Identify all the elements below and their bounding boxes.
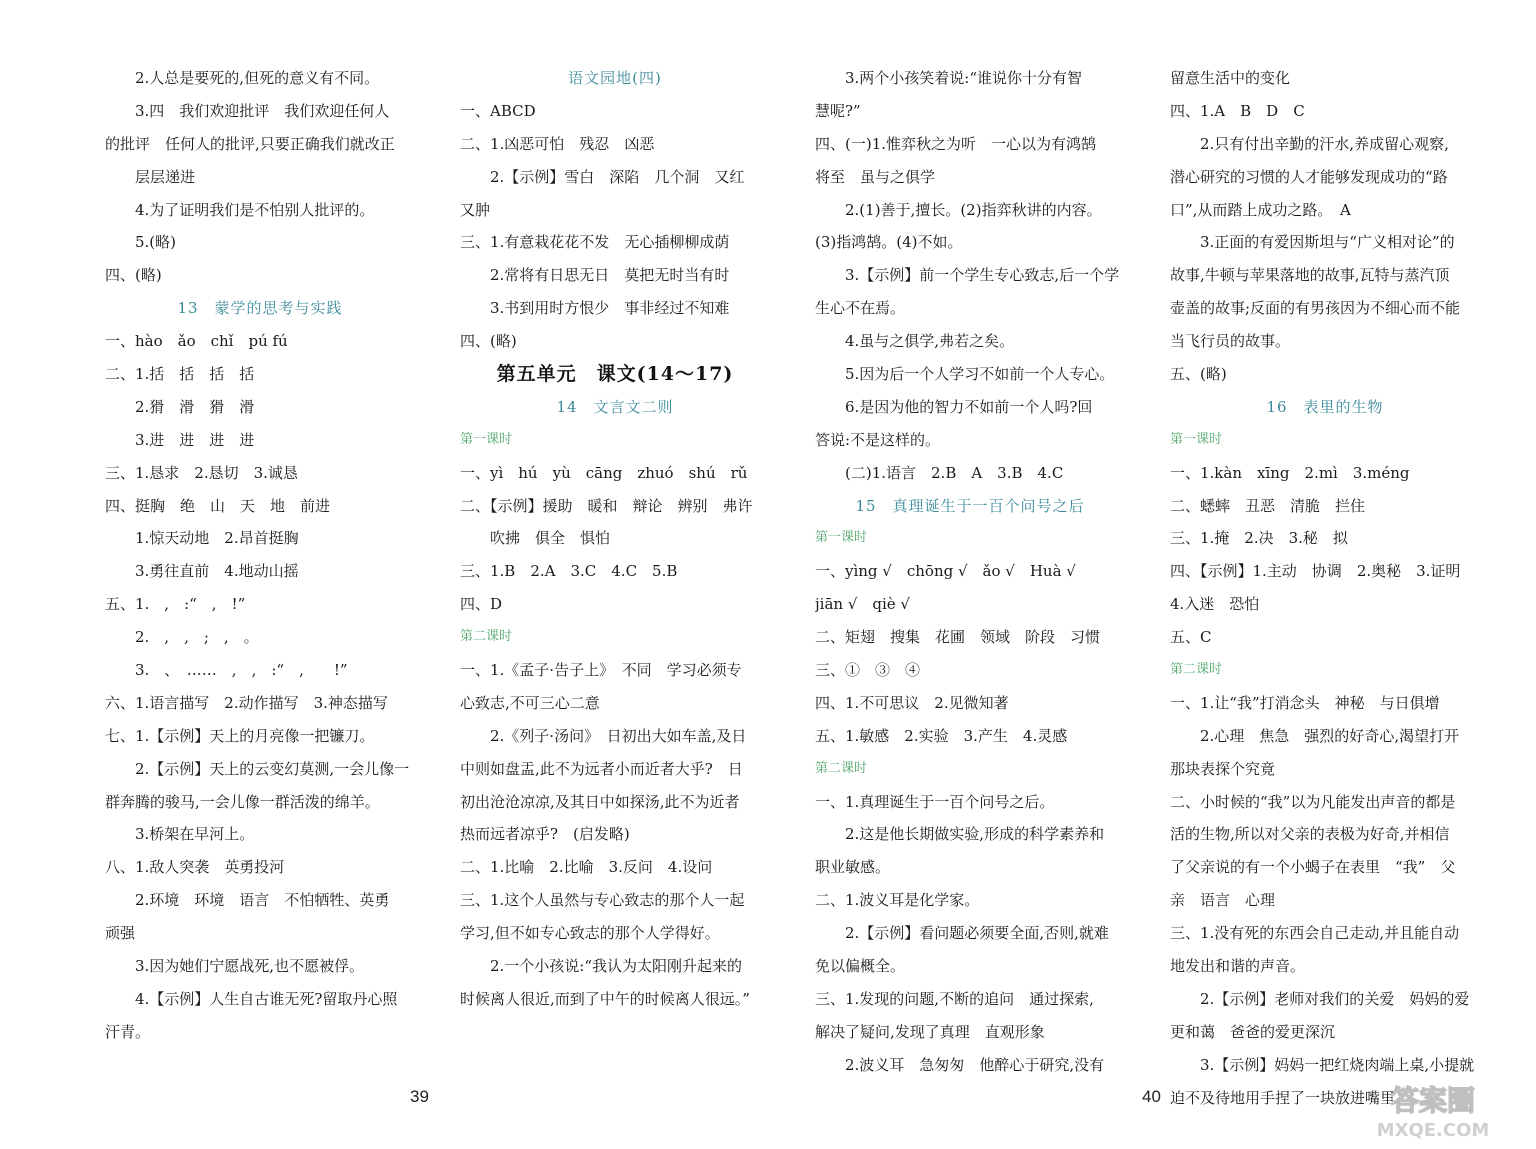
answer-line: 二、【示例】援助 暖和 辩论 辨别 弗许 xyxy=(460,496,753,515)
answer-line: 三、1.发现的问题,不断的追问 通过探索, xyxy=(815,989,1094,1008)
section-heading: 16 表里的生物 xyxy=(1266,397,1384,416)
answer-line: 三、1.恳求 2.恳切 3.诚恳 xyxy=(105,463,298,482)
answer-line: 2. , , ; , 。 xyxy=(135,628,259,647)
answer-line: 四、(一)1.惟弈秋之为听 一心以为有鸿鹄 xyxy=(815,134,1097,153)
answer-line: 地发出和谐的声音。 xyxy=(1170,957,1306,976)
answer-line: 时候离人很近,而到了中午的时候离人很远。” xyxy=(460,989,750,1008)
answer-line: 三、1.B 2.A 3.C 4.C 5.B xyxy=(460,562,678,581)
svg-text:答案圈: 答案圈 xyxy=(1390,1084,1476,1117)
answer-line: 一、1.让“我”打消念头 神秘 与日俱增 xyxy=(1170,693,1440,712)
answer-line: 答说:不是这样的。 xyxy=(815,430,941,449)
answer-line: 活的生物,所以对父亲的表极为好奇,并相信 xyxy=(1170,825,1450,844)
watermark-logo xyxy=(1338,1080,1528,1142)
answer-line: 壶盖的故事;反面的有男孩因为不细心而不能 xyxy=(1170,299,1461,318)
page-number-left: 39 xyxy=(410,1087,429,1106)
answer-line: 2.【示例】天上的云变幻莫测,一会儿像一 xyxy=(135,759,410,778)
answer-line: 七、1.【示例】天上的月亮像一把镰刀。 xyxy=(105,726,375,745)
answer-line: 四、挺胸 绝 山 天 地 前进 xyxy=(105,496,331,515)
answer-line: 又肿 xyxy=(460,200,491,219)
answer-line: 一、1.真理诞生于一百个问号之后。 xyxy=(815,792,1055,811)
answer-line: 那块表探个究竟 xyxy=(1170,759,1276,778)
answer-line: 五、1. , :“ , !” xyxy=(105,595,246,614)
answer-line: 2.这是他长期做实验,形成的科学素养和 xyxy=(845,825,1105,844)
answer-line: 3.两个小孩笑着说:“谁说你十分有智 xyxy=(845,69,1083,87)
answer-line: 3.书到用时方恨少 事非经过不知难 xyxy=(490,299,730,318)
answer-line: 四、1.A B D C xyxy=(1170,101,1305,120)
answer-line: 3.因为她们宁愿战死,也不愿被俘。 xyxy=(135,957,365,976)
subsection-heading: 第二课时 xyxy=(1170,662,1223,678)
answer-line: 职业敏感。 xyxy=(815,858,891,877)
answer-line: 3.【示例】妈妈一把红烧肉端上桌,小提就 xyxy=(1200,1055,1475,1074)
column-2 xyxy=(460,62,770,1016)
answer-line: 2.一个小孩说:“我认为太阳刚升起来的 xyxy=(490,957,743,976)
answer-line: 潜心研究的习惯的人才能够发现成功的“路 xyxy=(1170,167,1448,186)
answer-line: 4.入迷 恐怕 xyxy=(1170,595,1260,614)
answer-line: 层层递进 xyxy=(135,167,196,186)
answer-line: 五、(略) xyxy=(1170,365,1227,384)
section-heading: 14 文言文二则 xyxy=(556,397,674,416)
answer-line: 学习,但不如专心致志的那个人学得好。 xyxy=(460,924,720,943)
svg-text:MXQE.COM: MXQE.COM xyxy=(1376,1120,1490,1141)
answer-line: 中则如盘盂,此不为远者小而近者大乎? 日 xyxy=(460,759,743,778)
answer-line: 3.四 我们欢迎批评 我们欢迎任何人 xyxy=(135,101,390,120)
answer-line: 一、ABCD xyxy=(460,101,536,120)
subsection-heading: 第二课时 xyxy=(815,760,868,776)
answer-line: 一、hào ǎo chǐ pú fú xyxy=(105,332,288,351)
answer-line: 4.虽与之俱学,弗若之矣。 xyxy=(845,332,1015,351)
answer-line: 当飞行员的故事。 xyxy=(1170,332,1291,351)
answer-line: 2.猾 滑 猾 滑 xyxy=(135,397,255,416)
answer-line: 2.环境 环境 语言 不怕牺牲、英勇 xyxy=(135,891,390,910)
answer-line: 六、1.语言描写 2.动作描写 3.神态描写 xyxy=(105,693,388,712)
subsection-heading: 第一课时 xyxy=(815,530,868,546)
section-heading: 第五单元 课文(14～17) xyxy=(496,363,734,386)
answer-line: 八、1.敌人突袭 英勇投河 xyxy=(105,858,285,877)
subsection-heading: 第一课时 xyxy=(460,431,513,447)
answer-line: 三、1.这个人虽然与专心致志的那个人一起 xyxy=(460,891,745,910)
answer-line: 留意生活中的变化 xyxy=(1170,69,1291,87)
answer-line: 将至 虽与之俱学 xyxy=(815,167,936,186)
answer-line: 二、小时候的“我”以为凡能发出声音的都是 xyxy=(1170,792,1456,811)
answer-line: (3)指鸿鹄。(4)不如。 xyxy=(815,233,963,252)
answer-line: 2.【示例】看问题必须要全面,否则,就难 xyxy=(845,924,1109,943)
answer-line: 3.勇往直前 4.地动山摇 xyxy=(135,562,299,581)
answer-line: 五、1.敏感 2.实验 3.产生 4.灵感 xyxy=(815,726,1068,745)
answer-line: jiān √ qiè √ xyxy=(815,595,910,614)
answer-line: 二、1.括 括 括 括 xyxy=(105,365,255,384)
answer-line: 群奔腾的骏马,一会儿像一群活泼的绵羊。 xyxy=(105,792,380,811)
answer-line: 顽强 xyxy=(105,924,136,943)
answer-line: 五、C xyxy=(1170,628,1212,647)
answer-line: 一、1.《孟子·告子上》 不同 学习必须专 xyxy=(460,661,742,680)
page-number-right: 40 xyxy=(1142,1087,1161,1106)
answer-line: 一、yìng √ chōng √ ǎo √ Huà √ xyxy=(815,562,1076,581)
section-heading: 15 真理诞生于一百个问号之后 xyxy=(855,496,1085,515)
column-1 xyxy=(105,62,415,1049)
answer-line: 吹拂 俱全 惧怕 xyxy=(490,529,611,548)
answer-line: 2.常将有日思无日 莫把无时当有时 xyxy=(490,266,730,285)
answer-line: 免以偏概全。 xyxy=(815,957,906,976)
answer-line: (二)1.语言 2.B A 3.B 4.C xyxy=(845,463,1064,482)
answer-line: 6.是因为他的智力不如前一个人吗?回 xyxy=(845,397,1093,416)
answer-line: 一、1.kàn xīng 2.mì 3.méng xyxy=(1170,463,1410,482)
section-heading: 13 蒙学的思考与实践 xyxy=(177,299,343,318)
answer-line: 5.(略) xyxy=(135,233,177,252)
answer-line: 二、1.比喻 2.比喻 3.反问 4.设问 xyxy=(460,858,713,877)
answer-line: 二、1.波义耳是化学家。 xyxy=(815,891,980,910)
answer-line: 3.桥架在早河上。 xyxy=(135,825,255,844)
answer-line: 解决了疑问,发现了真理 直观形象 xyxy=(815,1022,1045,1041)
section-heading: 语文园地(四) xyxy=(568,69,662,87)
answer-line: 2.波义耳 急匆匆 他醉心于研究,没有 xyxy=(845,1055,1105,1074)
answer-line: 口”,从而踏上成功之路。 A xyxy=(1170,200,1351,219)
answer-line: 的批评 任何人的批评,只要正确我们就改正 xyxy=(105,134,395,153)
answer-line: 更和蔼 爸爸的爱更深沉 xyxy=(1170,1022,1336,1041)
answer-line: 一、yì hú yù cāng zhuó shú rǔ xyxy=(460,463,748,482)
answer-line: 2.(1)善于,擅长。(2)指弈秋讲的内容。 xyxy=(845,200,1102,219)
column-3 xyxy=(815,62,1125,1082)
answer-line: 二、1.凶恶可怕 残忍 凶恶 xyxy=(460,134,655,153)
answer-line: 3.正面的有爱因斯坦与“广义相对论”的 xyxy=(1200,233,1455,252)
answer-line: 慧呢?” xyxy=(815,101,861,120)
answer-line: 了父亲说的有一个小蝎子在表里 “我” 父 xyxy=(1170,858,1456,877)
answer-line: 4.为了证明我们是不怕别人批评的。 xyxy=(135,200,375,219)
answer-line: 三、1.没有死的东西会自己走动,并且能自动 xyxy=(1170,924,1460,943)
answer-line: 1.惊天动地 2.昂首挺胸 xyxy=(135,529,299,548)
answer-line: 三、① ③ ④ xyxy=(815,661,921,680)
answer-line: 3.【示例】前一个学生专心致志,后一个学 xyxy=(845,266,1120,285)
subsection-heading: 第二课时 xyxy=(460,629,513,645)
answer-line: 四、D xyxy=(460,595,503,614)
answer-line: 2.只有付出辛勤的汗水,养成留心观察, xyxy=(1200,134,1449,153)
answer-line: 故事,牛顿与苹果落地的故事,瓦特与蒸汽顶 xyxy=(1170,266,1450,285)
answer-line: 初出沧沧凉凉,及其日中如探汤,此不为近者 xyxy=(460,792,740,811)
answer-line: 4.【示例】人生自古谁无死?留取丹心照 xyxy=(135,989,398,1008)
subsection-heading: 第一课时 xyxy=(1170,431,1223,447)
answer-line: 三、1.有意栽花花不发 无心插柳柳成荫 xyxy=(460,233,730,252)
answer-line: 2.【示例】雪白 深陷 几个洞 又红 xyxy=(490,167,745,186)
answer-line: 5.因为后一个人学习不如前一个人专心。 xyxy=(845,365,1115,384)
answer-line: 四、(略) xyxy=(105,266,162,285)
answer-line: 四、【示例】1.主动 协调 2.奥秘 3.证明 xyxy=(1170,562,1461,581)
answer-line: 2.人总是要死的,但死的意义有不同。 xyxy=(135,69,380,87)
column-4 xyxy=(1170,62,1480,1115)
answer-line: 二、矩翅 搜集 花圃 领域 阶段 习惯 xyxy=(815,628,1101,647)
answer-line: 生心不在焉。 xyxy=(815,299,906,318)
answer-line: 亲 语言 心理 xyxy=(1170,891,1276,910)
answer-line: 汗青。 xyxy=(105,1022,151,1041)
answer-line: 四、(略) xyxy=(460,332,517,351)
answer-line: 3.进 进 进 进 xyxy=(135,430,255,449)
answer-line: 二、蟋蟀 丑恶 清脆 拦住 xyxy=(1170,496,1366,515)
answer-line: 心致志,不可三心二意 xyxy=(460,693,600,712)
answer-line: 2.《列子·汤问》 日初出大如车盖,及日 xyxy=(490,726,747,745)
answer-line: 三、1.掩 2.决 3.秘 拟 xyxy=(1170,529,1348,548)
answer-line: 2.心理 焦急 强烈的好奇心,渴望打开 xyxy=(1200,726,1460,745)
answer-line: 3. 、 …… , , :“ , !” xyxy=(135,661,348,680)
answer-line: 热而远者凉乎? (启发略) xyxy=(460,825,630,844)
answer-line: 迫不及待地用手捏了一块放进嘴里。 xyxy=(1170,1088,1411,1107)
answer-line: 四、1.不可思议 2.见微知著 xyxy=(815,693,1009,712)
answer-line: 2.【示例】老师对我们的关爱 妈妈的爱 xyxy=(1200,989,1470,1008)
